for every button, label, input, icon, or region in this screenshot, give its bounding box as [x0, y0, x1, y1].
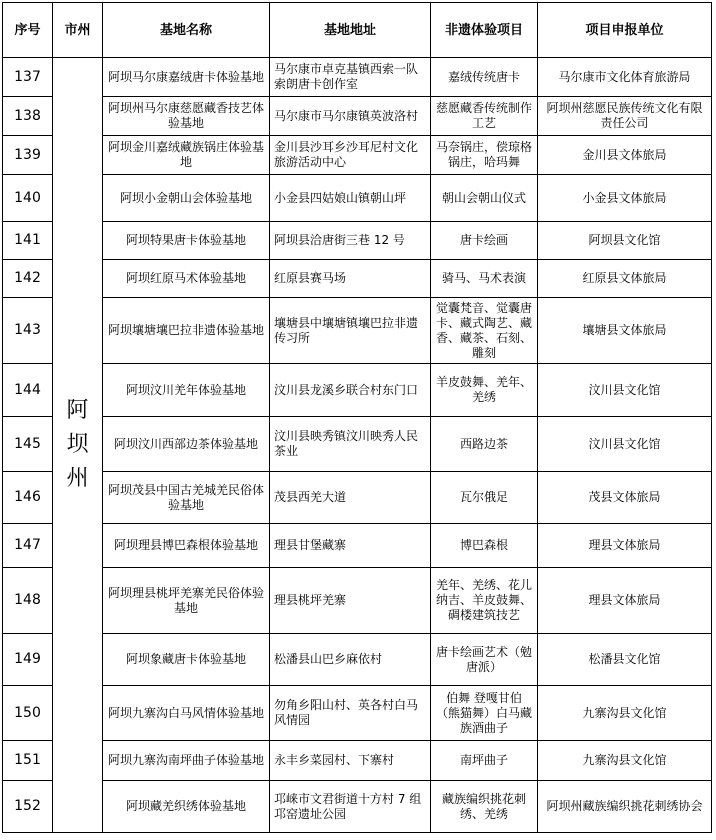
- row-unit: 九寨沟县文化馆: [538, 741, 712, 781]
- row-project: 骑马、马术表演: [431, 260, 538, 298]
- row-unit: 阿坝县文化馆: [538, 222, 712, 260]
- row-address: 理县桃坪羌寨: [270, 568, 431, 634]
- row-seq: 141: [3, 222, 53, 260]
- table-row: [3, 472, 712, 524]
- row-name: 阿坝壤塘壤巴拉非遗体验基地: [103, 298, 270, 364]
- row-name: 阿坝小金朝山会体验基地: [103, 175, 270, 222]
- row-unit: 阿坝州藏族编织挑花刺绣协会: [538, 781, 712, 833]
- row-project: 南坪曲子: [431, 741, 538, 781]
- row-address: 理县甘堡藏寨: [270, 524, 431, 568]
- table-row: [3, 175, 712, 222]
- row-seq: 148: [3, 568, 53, 634]
- row-name: 阿坝九寨沟白马风情体验基地: [103, 686, 270, 741]
- row-seq: 146: [3, 472, 53, 524]
- row-name: 阿坝州马尔康慈愿藏香技艺体验基地: [103, 97, 270, 136]
- row-address: 马尔康市马尔康镇英波洛村: [270, 97, 431, 136]
- row-project: 藏族编织挑花刺绣、羌绣: [431, 781, 538, 833]
- row-project: 唐卡绘画艺术（勉唐派）: [431, 634, 538, 686]
- row-project: 羊皮鼓舞、羌年、羌绣: [431, 364, 538, 417]
- row-name: 阿坝金川嘉绒藏族锅庄体验基地: [103, 136, 270, 175]
- row-project: 朝山会朝山仪式: [431, 175, 538, 222]
- row-unit: 茂县文体旅局: [538, 472, 712, 524]
- row-unit: 阿坝州慈愿民族传统文化有限责任公司: [538, 97, 712, 136]
- row-name: 阿坝理县博巴森根体验基地: [103, 524, 270, 568]
- row-address: 小金县四姑娘山镇朝山坪: [270, 175, 431, 222]
- header-row: [3, 3, 712, 58]
- row-address: 壤塘县中壤塘镇壤巴拉非遗传习所: [270, 298, 431, 364]
- row-address: 马尔康市卓克基镇西索一队索朗唐卡创作室: [270, 58, 431, 97]
- row-name: 阿坝马尔康嘉绒唐卡体验基地: [103, 58, 270, 97]
- header-project: 非遗体验项目: [431, 3, 538, 58]
- table-row: [3, 222, 712, 260]
- row-unit: 壤塘县文体旅局: [538, 298, 712, 364]
- table-row: [3, 524, 712, 568]
- table-row: [3, 568, 712, 634]
- row-project: 觉囊梵音、觉囊唐卡、藏式陶艺、藏香、藏茶、石刻、雕刻: [431, 298, 538, 364]
- row-project: 唐卡绘画: [431, 222, 538, 260]
- heritage-base-table: [2, 2, 712, 833]
- row-address: 阿坝县洽唐街三巷 12 号: [270, 222, 431, 260]
- row-address: 红原县赛马场: [270, 260, 431, 298]
- row-address: 松潘县山巴乡麻依村: [270, 634, 431, 686]
- row-seq: 139: [3, 136, 53, 175]
- table-row: [3, 364, 712, 417]
- row-seq: 145: [3, 417, 53, 472]
- row-project: 博巴森根: [431, 524, 538, 568]
- table-row: [3, 781, 712, 833]
- row-unit: 红原县文体旅局: [538, 260, 712, 298]
- table-row: [3, 634, 712, 686]
- row-seq: 147: [3, 524, 53, 568]
- row-name: 阿坝汶川羌年体验基地: [103, 364, 270, 417]
- header-city: 市州: [53, 3, 103, 58]
- table-row: [3, 58, 712, 97]
- row-seq: 152: [3, 781, 53, 833]
- city-name: 阿坝州: [66, 398, 89, 491]
- row-name: 阿坝汶川西部边茶体验基地: [103, 417, 270, 472]
- header-seq: 序号: [3, 3, 53, 58]
- row-project: 羌年、羌绣、花儿纳吉、羊皮鼓舞、碉楼建筑技艺: [431, 568, 538, 634]
- row-seq: 138: [3, 97, 53, 136]
- row-unit: 马尔康市文化体育旅游局: [538, 58, 712, 97]
- row-address: 金川县沙耳乡沙耳尼村文化旅游活动中心: [270, 136, 431, 175]
- row-name: 阿坝特果唐卡体验基地: [103, 222, 270, 260]
- row-address: 勿角乡阳山村、英各村白马风情园: [270, 686, 431, 741]
- table-row: [3, 298, 712, 364]
- table-row: [3, 417, 712, 472]
- row-seq: 137: [3, 58, 53, 97]
- row-address: 永丰乡菜园村、下寨村: [270, 741, 431, 781]
- row-unit: 松潘县文化馆: [538, 634, 712, 686]
- row-seq: 149: [3, 634, 53, 686]
- row-name: 阿坝象藏唐卡体验基地: [103, 634, 270, 686]
- row-address: 茂县西羌大道: [270, 472, 431, 524]
- row-unit: 金川县文体旅局: [538, 136, 712, 175]
- row-name: 阿坝红原马术体验基地: [103, 260, 270, 298]
- table-row: [3, 260, 712, 298]
- row-name: 阿坝九寨沟南坪曲子体验基地: [103, 741, 270, 781]
- row-project: 西路边茶: [431, 417, 538, 472]
- city-cell: [53, 58, 103, 833]
- table-row: [3, 136, 712, 175]
- row-seq: 151: [3, 741, 53, 781]
- row-project: 慈愿藏香传统制作工艺: [431, 97, 538, 136]
- row-address: 汶川县龙溪乡联合村东门口: [270, 364, 431, 417]
- row-project: 瓦尔俄足: [431, 472, 538, 524]
- row-unit: 汶川县文化馆: [538, 364, 712, 417]
- row-unit: 汶川县文化馆: [538, 417, 712, 472]
- row-project: 伯舞 登嘎甘伯（熊猫舞）白马藏族酒曲子: [431, 686, 538, 741]
- header-unit: 项目申报单位: [538, 3, 712, 58]
- row-project: 嘉绒传统唐卡: [431, 58, 538, 97]
- row-unit: 小金县文体旅局: [538, 175, 712, 222]
- row-unit: 理县文体旅局: [538, 568, 712, 634]
- row-name: 阿坝茂县中国古羌城羌民俗体验基地: [103, 472, 270, 524]
- row-seq: 142: [3, 260, 53, 298]
- row-seq: 144: [3, 364, 53, 417]
- row-project: 马奈锅庄，偿琼格锅庄，哈玛舞: [431, 136, 538, 175]
- row-seq: 140: [3, 175, 53, 222]
- header-name: 基地名称: [103, 3, 270, 58]
- table-row: [3, 686, 712, 741]
- row-address: 汶川县映秀镇汶川映秀人民茶业: [270, 417, 431, 472]
- table-row: [3, 97, 712, 136]
- row-unit: 理县文体旅局: [538, 524, 712, 568]
- row-unit: 九寨沟县文化馆: [538, 686, 712, 741]
- header-address: 基地地址: [270, 3, 431, 58]
- row-seq: 150: [3, 686, 53, 741]
- row-name: 阿坝藏羌织绣体验基地: [103, 781, 270, 833]
- row-seq: 143: [3, 298, 53, 364]
- row-name: 阿坝理县桃坪羌寨羌民俗体验基地: [103, 568, 270, 634]
- table-row: [3, 741, 712, 781]
- row-address: 邛崃市文君街道十方村 7 组邛窑遗址公园: [270, 781, 431, 833]
